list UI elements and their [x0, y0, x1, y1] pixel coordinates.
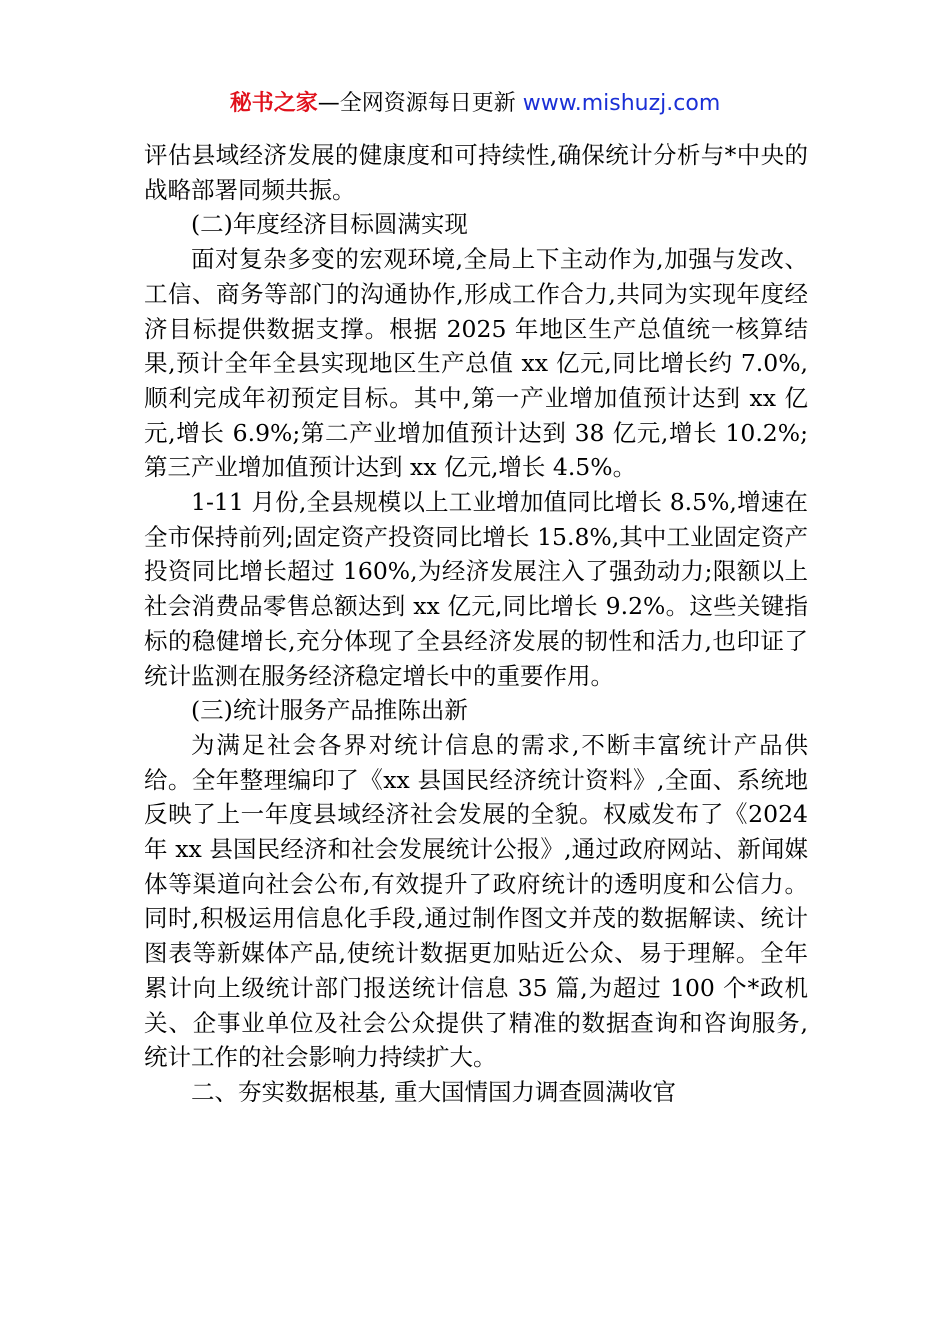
paragraph-continuation: 评估县域经济发展的健康度和可持续性,确保统计分析与*中央的战略部署同频共振。	[144, 141, 808, 204]
section-heading-national-survey: 二、夯实数据根基, 重大国情国力调查圆满收官	[191, 1077, 676, 1106]
section-heading-statistical-products: (三)统计服务产品推陈出新	[191, 696, 468, 725]
site-header	[0, 88, 950, 120]
brand-name: 秘书之家	[229, 91, 318, 116]
site-url-link[interactable]: www.mishuzj.com	[522, 91, 721, 116]
paragraph-statistical-services: 为满足社会各界对统计信息的需求,不断丰富统计产品供给。全年整理编印了《xx 县国民经济统计资料》,全面、系统地反映了上一年度县域经济社会发展的全貌。权威发布了《2024 年 xx 县国民经济和社会发展统计公报》,通过政府网站、新闻媒体等渠道向社会公布,有效提升了政府统计的透明度和公信力。同时,积极运用信息化手段,通过制作图文并茂的数据解读、统计图表等新媒体产品,使统计数据更加贴近公众、易于理解。全年累计向上级统计部门报送统计信息 35 篇,为超过 100 个*政机关、企事业单位及社会公众提供了精准的数据查询和咨询服务,统计工作的社会影响力持续扩大。	[144, 730, 808, 1072]
section-heading-annual-targets: (二)年度经济目标圆满实现	[191, 210, 468, 239]
paragraph-gdp-results: 面对复杂多变的宏观环境,全局上下主动作为,加强与发改、工信、商务等部门的沟通协作,形成工作合力,共同为实现年度经济目标提供数据支撑。根据 2025 年地区生产总值统一核算结果,预计全年全县实现地区生产总值 xx 亿元,同比增长约 7.0%,顺利完成年初预定目标。其中,第一产业增加值预计达到 xx 亿元,增长 6.9%;第二产业增加值预计达到 38 亿元,增长 10.2%;第三产业增加值预计达到 xx 亿元,增长 4.5%。	[144, 245, 808, 482]
header-slogan: —全网资源每日更新	[317, 91, 516, 116]
paragraph-key-indicators: 1-11 月份,全县规模以上工业增加值同比增长 8.5%,增速在全市保持前列;固定资产投资同比增长 15.8%,其中工业固定资产投资同比增长超过 160%,为经济发展注入了强劲动力;限额以上社会消费品零售总额达到 xx 亿元,同比增长 9.2%。这些关键指标的稳健增长,充分体现了全县经济发展的韧性和活力,也印证了统计监测在服务经济稳定增长中的重要作用。	[144, 488, 808, 690]
document-body	[144, 138, 808, 1110]
